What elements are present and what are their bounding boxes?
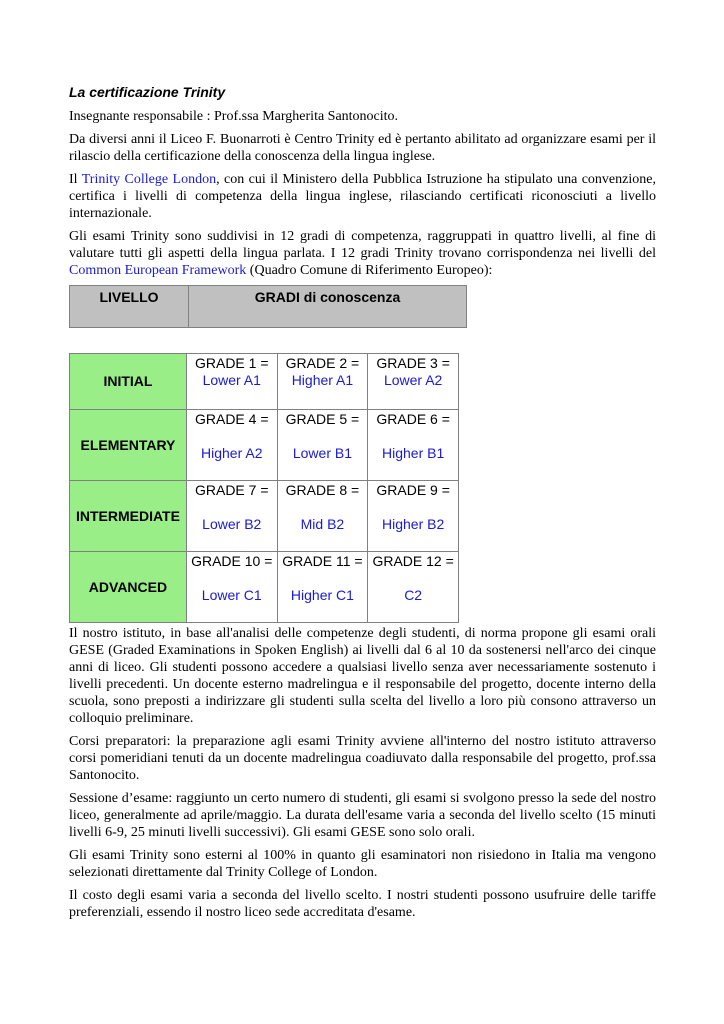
table-row xyxy=(70,481,459,552)
grade-cell: GRADE 9 = Higher B2 xyxy=(368,481,459,552)
para-trinity: Il Trinity College London, con cui il Ministero della Pubblica Istruzione ha stipulato una convenzione, certifica i livelli di competenza della lingua inglese, rilasciando certificati riconosciuti a livello internazionale. xyxy=(69,172,656,221)
grade-cell: GRADE 6 = Higher B1 xyxy=(368,410,459,481)
level-cell: INTERMEDIATE xyxy=(70,481,187,552)
level-cell: INITIAL xyxy=(70,354,187,410)
grade-cell: GRADE 5 = Lower B1 xyxy=(277,410,368,481)
grade-cell: GRADE 4 = Higher A2 xyxy=(186,410,277,481)
para-insegnante: Insegnante responsabile : Prof.ssa Margherita Santonocito. xyxy=(69,109,399,124)
grade-cell: GRADE 2 = Higher A1 xyxy=(277,354,368,410)
grade-cell: GRADE 3 = Lower A2 xyxy=(368,354,459,410)
level-cell: ADVANCED xyxy=(70,552,187,623)
para-gradi: Gli esami Trinity sono suddivisi in 12 gradi di competenza, raggruppati in quattro livelli, al fine di valutare tutti gli aspetti della lingua parlata. I 12 gradi Trinity trovano corrispondenza nei livelli del Common European Framework (Quadro Comune di Riferimento Europeo): xyxy=(69,229,656,278)
header-table xyxy=(69,285,467,328)
para-istituto: Il nostro istituto, in base all'analisi delle competenze degli studenti, di norma propone gli esami orali GESE (Graded Examinations in Spoken English) ai livelli dal 6 al 10 da sostenersi nell'arco dei cinque anni di liceo. Gli studenti possono accedere a qualsiasi livello senza aver necessariamente sostenuto i livelli precedenti. Un docente esterno madrelingua e il responsabile del progetto, docente interno della scuola, sono preposti a indirizzare gli studenti sulla scelta del livello a loro più consono attraverso un colloquio preliminare. xyxy=(69,626,656,726)
page-title: La certificazione Trinity xyxy=(69,84,226,100)
para-sessione: Sessione d’esame: raggiunto un certo numero di studenti, gli esami si svolgono presso la sede del nostro liceo, generalmente ad aprile/maggio. La durata dell'esame varia a seconda del livello scelto (15 minuti livelli 6-9, 25 minuti livelli successivi). Gli esami GESE sono solo orali. xyxy=(69,791,656,840)
grade-cell: GRADE 12 = C2 xyxy=(368,552,459,623)
para-costo: Il costo degli esami varia a seconda del livello scelto. I nostri studenti possono usufruire delle tariffe preferenziali, essendo il nostro liceo sede accreditata d'esame. xyxy=(69,888,656,920)
table-row xyxy=(70,410,459,481)
grade-cell: GRADE 10 = Lower C1 xyxy=(186,552,277,623)
table-row xyxy=(70,552,459,623)
grade-cell: GRADE 7 = Lower B2 xyxy=(186,481,277,552)
para-esterni: Gli esami Trinity sono esterni al 100% in quanto gli esaminatori non risiedono in Italia ma vengono selezionati direttamente dal Trinity College of London. xyxy=(69,848,656,880)
trinity-college-link[interactable]: Trinity College London xyxy=(81,172,217,187)
para-centro: Da diversi anni il Liceo F. Buonarroti è Centro Trinity ed è pertanto abilitato ad organizzare esami per il rilascio della certificazione della conoscenza della lingua inglese. xyxy=(69,132,656,164)
table-row xyxy=(70,354,459,410)
level-cell: ELEMENTARY xyxy=(70,410,187,481)
cef-link[interactable]: Common European Framework xyxy=(69,263,247,278)
grades-table xyxy=(69,353,459,623)
para-corsi: Corsi preparatori: la preparazione agli esami Trinity avviene all'interno del nostro istituto attraverso corsi pomeridiani tenuti da un docente madrelingua coadiuvato dalla responsabile del progetto, prof.ssa Santonocito. xyxy=(69,734,656,783)
grade-cell: GRADE 1 = Lower A1 xyxy=(186,354,277,410)
grade-cell: GRADE 11 = Higher C1 xyxy=(277,552,368,623)
grade-cell: GRADE 8 = Mid B2 xyxy=(277,481,368,552)
document-page xyxy=(69,84,656,927)
header-livello: LIVELLO xyxy=(70,286,189,328)
header-gradi: GRADI di conoscenza xyxy=(189,286,467,328)
